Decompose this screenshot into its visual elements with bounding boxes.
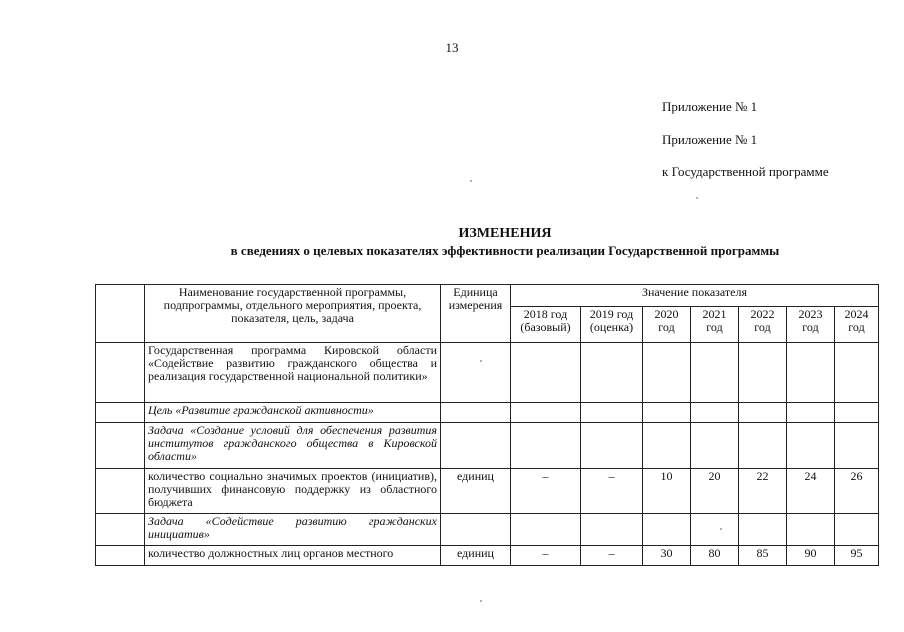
row-value — [739, 514, 787, 546]
header-year: 2024 год — [835, 307, 879, 343]
appendix-line: Приложение № 1 — [662, 99, 758, 114]
row-value — [691, 343, 739, 403]
row-value: 10 — [643, 469, 691, 514]
row-value — [643, 423, 691, 469]
blank-cell — [96, 285, 145, 343]
row-value: 85 — [739, 546, 787, 566]
header-year: 2018 год (базовый) — [511, 307, 581, 343]
row-value: – — [511, 546, 581, 566]
row-value — [511, 423, 581, 469]
row-value — [511, 514, 581, 546]
row-value: 90 — [787, 546, 835, 566]
row-name: Задача «Создание условий для обеспечения развития институтов гражданского общества в Кировской области» — [145, 423, 441, 469]
row-value — [787, 343, 835, 403]
row-value — [739, 403, 787, 423]
document-title: ИЗМЕНЕНИЯ — [458, 226, 552, 241]
header-year: 2020 год — [643, 307, 691, 343]
header-year: 2019 год (оценка) — [581, 307, 643, 343]
row-value — [581, 514, 643, 546]
row-value — [581, 423, 643, 469]
header-row — [96, 285, 879, 307]
scan-speck — [696, 197, 698, 199]
row-value: 20 — [691, 469, 739, 514]
row-value — [787, 423, 835, 469]
scan-speck — [720, 528, 722, 530]
row-name: Государственная программа Кировской области «Содействие развитию гражданского общества и реализация государственной национальной политики» — [145, 343, 441, 403]
row-name: количество должностных лиц органов местного — [145, 546, 441, 566]
row-value — [581, 343, 643, 403]
scan-speck — [480, 360, 482, 362]
page-number: 13 — [445, 40, 459, 55]
blank-cell — [96, 514, 145, 546]
row-value: – — [581, 469, 643, 514]
row-value — [787, 514, 835, 546]
row-value — [691, 423, 739, 469]
row-value — [835, 343, 879, 403]
row-value: – — [581, 546, 643, 566]
row-unit — [441, 423, 511, 469]
row-value — [835, 403, 879, 423]
header-year: 2021 год — [691, 307, 739, 343]
blank-cell — [96, 343, 145, 403]
row-value — [739, 343, 787, 403]
row-name: количество социально значимых проектов (инициатив), получивших финансовую поддержку из областного бюджета — [145, 469, 441, 514]
header-year: 2023 год — [787, 307, 835, 343]
row-value — [511, 403, 581, 423]
header-unit: Единица измерения — [441, 285, 511, 343]
row-name: Задача «Содействие развитию гражданских инициатив» — [145, 514, 441, 546]
row-unit — [441, 514, 511, 546]
row-value: 22 — [739, 469, 787, 514]
header-year: 2022 год — [739, 307, 787, 343]
table-row — [96, 423, 879, 469]
row-value — [787, 403, 835, 423]
row-value — [835, 423, 879, 469]
blank-cell — [96, 469, 145, 514]
row-value — [691, 514, 739, 546]
row-value: 26 — [835, 469, 879, 514]
blank-cell — [96, 403, 145, 423]
blank-cell — [96, 423, 145, 469]
row-unit — [441, 343, 511, 403]
row-value — [643, 343, 691, 403]
row-value — [835, 514, 879, 546]
row-value — [643, 514, 691, 546]
row-value: 80 — [691, 546, 739, 566]
row-value: 95 — [835, 546, 879, 566]
table-row — [96, 403, 879, 423]
scan-speck — [480, 600, 482, 602]
scan-speck — [470, 180, 472, 182]
row-value — [511, 343, 581, 403]
table-row — [96, 514, 879, 546]
appendix-line: Приложение № 1 — [662, 132, 758, 147]
table-row — [96, 546, 879, 566]
table-row — [96, 343, 879, 403]
row-value — [739, 423, 787, 469]
row-unit: единиц — [441, 546, 511, 566]
header-value-group: Значение показателя — [511, 285, 879, 307]
blank-cell — [96, 546, 145, 566]
header-name: Наименование государственной программы, подпрограммы, отдельного мероприятия, проекта, показателя, цель, задача — [145, 285, 441, 343]
row-value — [581, 403, 643, 423]
row-value: – — [511, 469, 581, 514]
appendix-line: к Государственной программе — [662, 164, 829, 179]
row-value: 30 — [643, 546, 691, 566]
table-row — [96, 469, 879, 514]
row-unit — [441, 403, 511, 423]
row-value: 24 — [787, 469, 835, 514]
row-name: Цель «Развитие гражданской активности» — [145, 403, 441, 423]
row-value — [691, 403, 739, 423]
row-unit: единиц — [441, 469, 511, 514]
document-subtitle: в сведениях о целевых показателях эффективности реализации Государственной программы — [230, 243, 780, 258]
indicators-table — [95, 284, 879, 566]
row-value — [643, 403, 691, 423]
